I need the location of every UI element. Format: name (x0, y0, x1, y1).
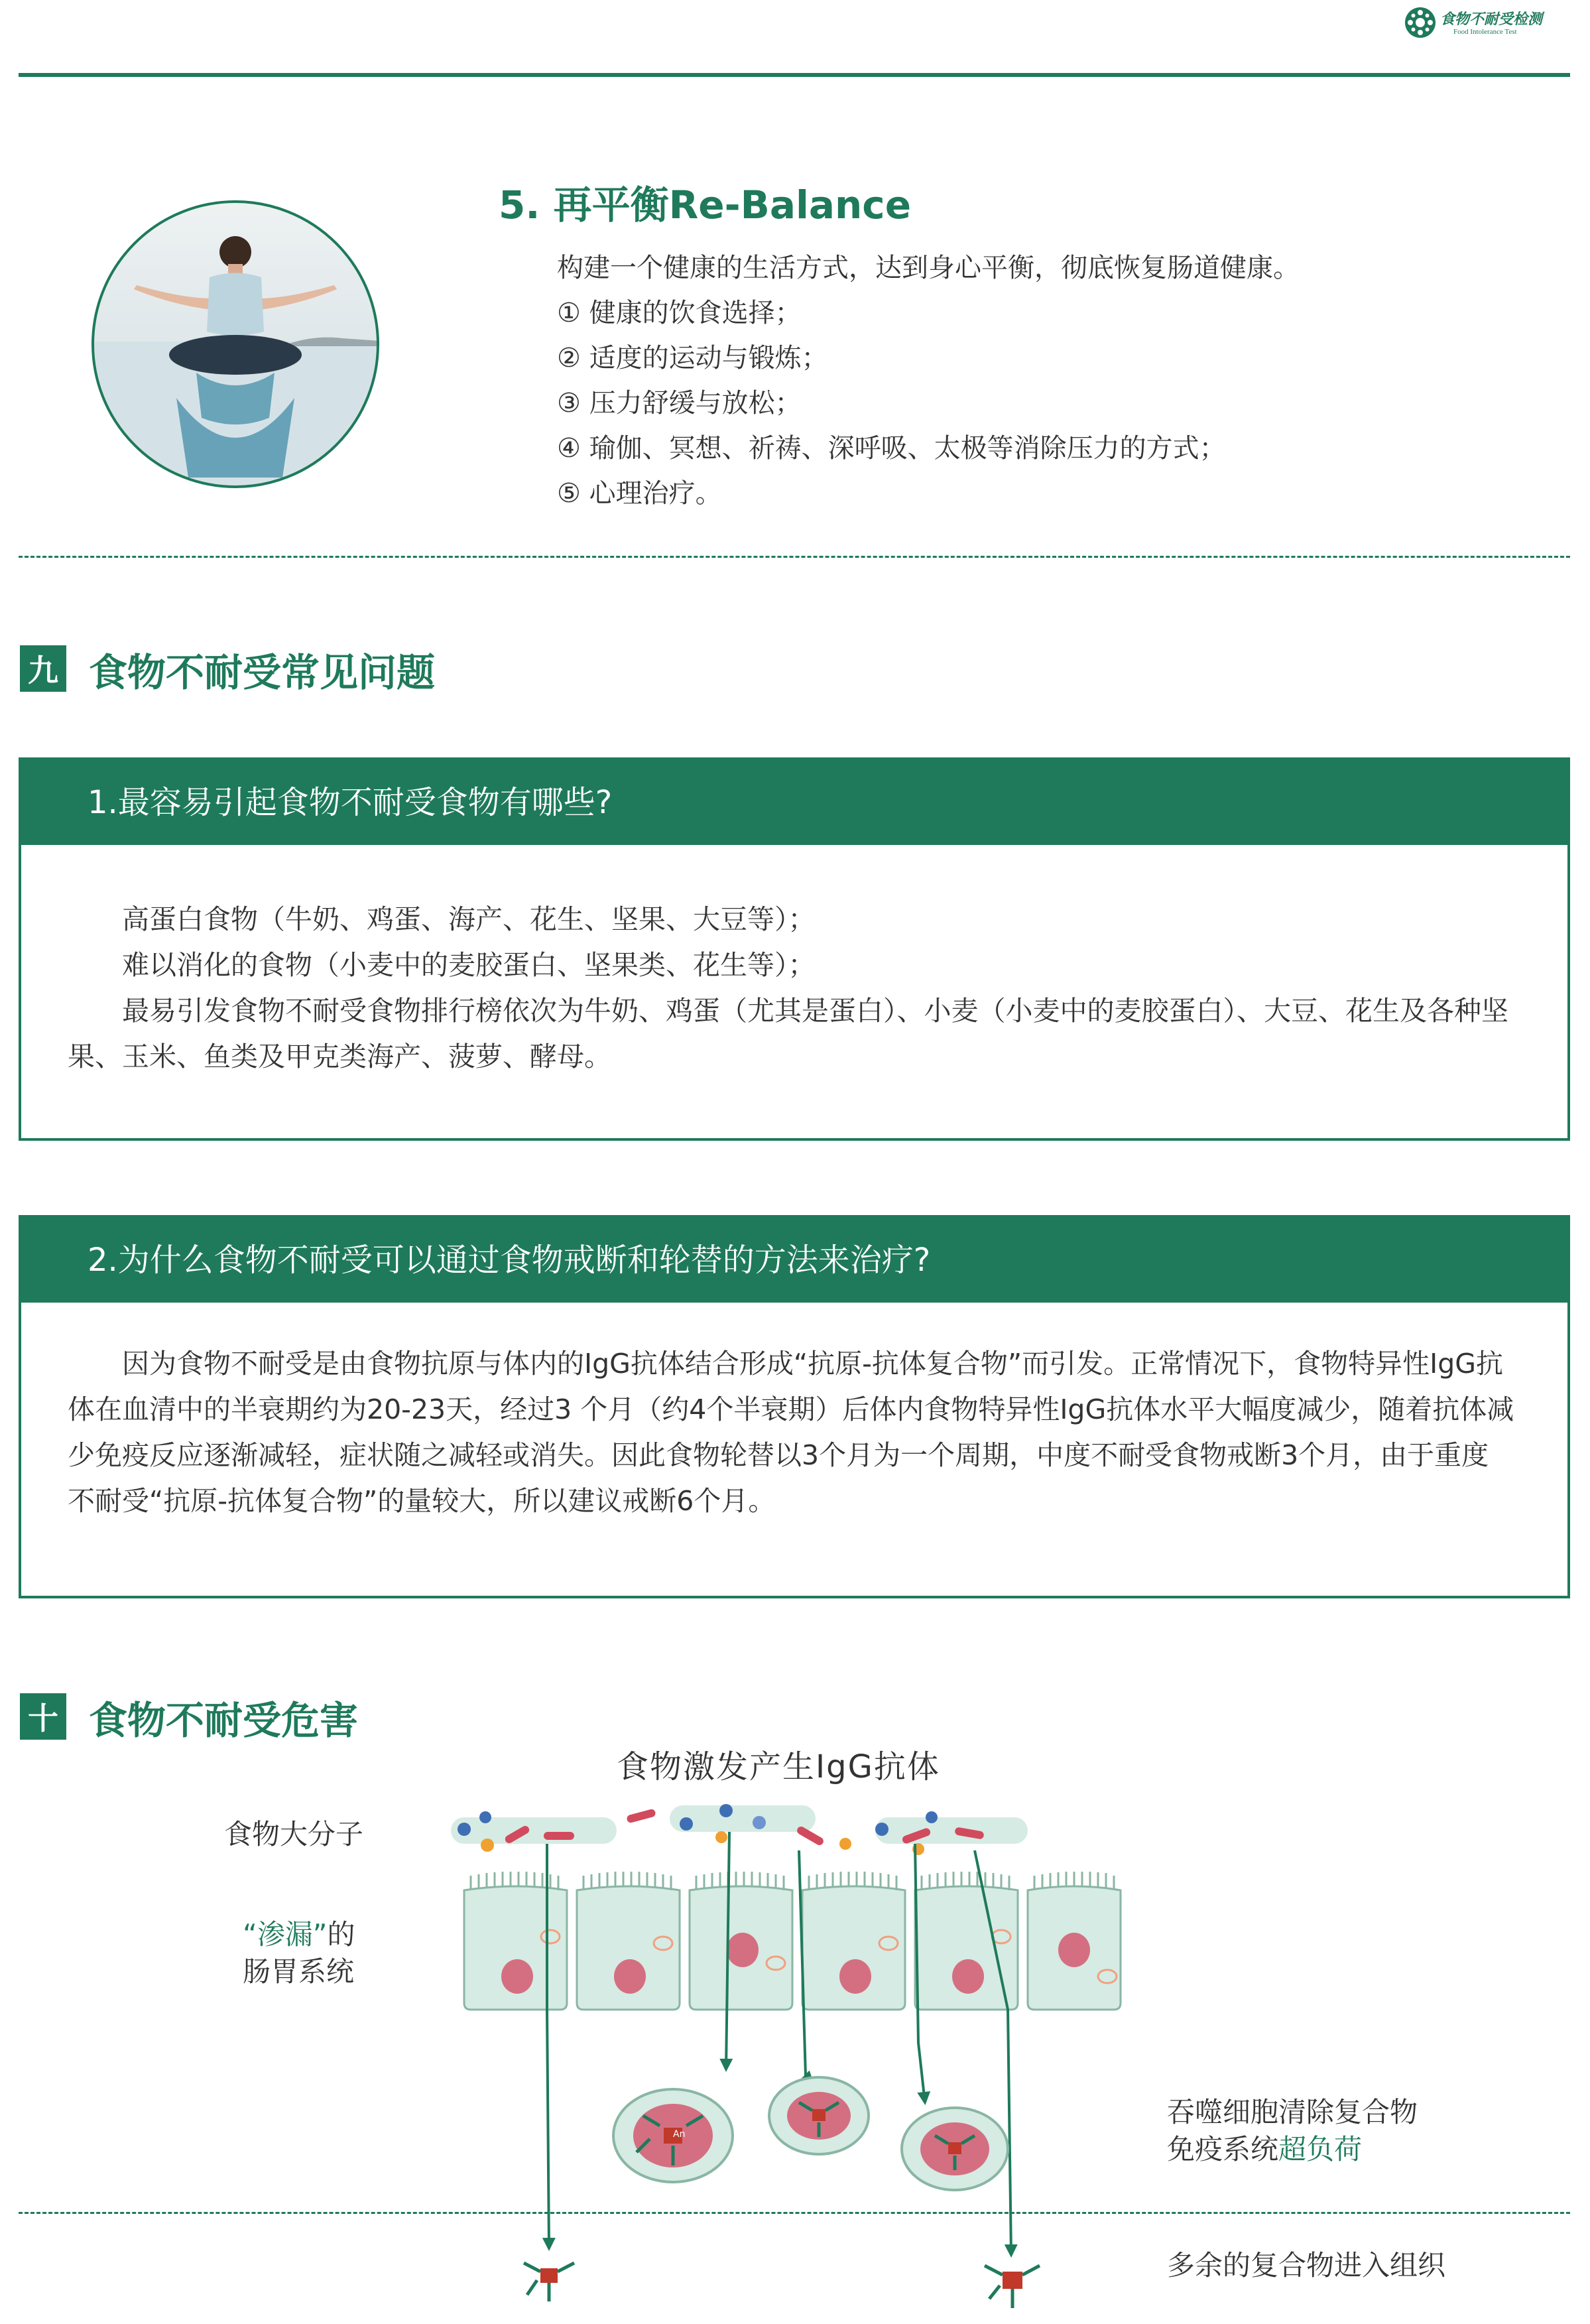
rebalance-item: ① 健康的饮食选择； (557, 298, 802, 328)
faq-question: 1.最容易引起食物不耐受食物有哪些? (21, 760, 1567, 845)
faq-answer-paragraph: 高蛋白食物（牛奶、鸡蛋、海产、花生、坚果、大豆等）； (122, 903, 816, 935)
faq-answer-paragraph: 难以消化的食物（小麦中的麦胶蛋白、坚果类、花生等）； (122, 949, 816, 981)
brand-logo (1404, 7, 1570, 38)
label-leaky-suffix: 的 (327, 1918, 355, 1951)
logo-chinese-text: 食物不耐受检测 (1440, 11, 1543, 28)
epithelial-cells (464, 1872, 1121, 2010)
label-immune-prefix: 免疫系统 (1167, 2133, 1279, 2165)
label-leaky-quote: “渗漏” (243, 1918, 328, 1951)
section-number-badge: 十 (20, 1693, 66, 1740)
label-macrophage: 吞噬细胞清除复合物 (1167, 2096, 1418, 2128)
mucus-layer (875, 1817, 1028, 1844)
faq-answer (21, 845, 1567, 1080)
section-title: 食物不耐受危害 (89, 1698, 359, 1743)
tissue-immune-complexes (524, 2263, 1040, 2308)
mucus-layer (451, 1817, 617, 1844)
rebalance-item: ② 适度的运动与锻炼； (557, 343, 828, 373)
rebalance-item: ⑤ 心理治疗。 (557, 478, 722, 509)
diagram-title: 食物激发产生IgG抗体 (617, 1748, 940, 1785)
faq-answer-paragraph: 因为食物不耐受是由食物抗原与体内的IgG抗体结合形成“抗原-抗体复合物”而引发。正常情况下，食物特异性IgG抗体在血清中的半衰期约为20-23天，经过3 个月（约4个半衰期）后体内食物特异性IgG抗体水平大幅度减少，随着抗体减少免疫反应逐渐减轻，症状随之减轻或消失。因此食物轮替以3个月为一个周期，中度不耐受食物戒断3个月，由于重度不耐受“抗原-抗体复合物”的量较大，所以建议戒断6个月。 (68, 1348, 1514, 1517)
label-immune-highlight: 超负荷 (1278, 2133, 1363, 2165)
tissue-boundary-line (19, 2212, 1570, 2214)
faq-card (19, 1215, 1570, 1598)
gut-barrier-diagram (424, 1791, 1154, 2321)
rebalance-title: 5. 再平衡Re-Balance (499, 182, 912, 227)
label-leaky (243, 1913, 355, 1953)
label-food-macromolecules: 食物大分子 (224, 1818, 364, 1850)
logo-english-text: Food Intolerance Test (1453, 28, 1517, 36)
section-divider (19, 556, 1570, 558)
rebalance-item: ④ 瑜伽、冥想、祈祷、深呼吸、太极等消除压力的方式； (557, 433, 1226, 464)
label-excess-complex: 多余的复合物进入组织 (1167, 2249, 1446, 2282)
faq-card (19, 757, 1570, 1141)
faq-answer (21, 1303, 1567, 1524)
faq-answer-paragraph: 最易引发食物不耐受食物排行榜依次为牛奶、鸡蛋（尤其是蛋白）、小麦（小麦中的麦胶蛋白）、大豆、花生及各种坚果、玉米、鱼类及甲克类海产、菠萝、酵母。 (68, 995, 1508, 1072)
label-gut-system: 肠胃系统 (243, 1955, 355, 1988)
section-number-badge: 九 (20, 645, 66, 692)
label-immune-overload (1167, 2128, 1362, 2167)
header-divider (19, 73, 1570, 77)
complex-tag: An (673, 2129, 686, 2140)
logo-emblem-icon (1404, 7, 1436, 38)
rebalance-item: ③ 压力舒缓与放松； (557, 388, 802, 419)
faq-question: 2.为什么食物不耐受可以通过食物戒断和轮替的方法来治疗? (21, 1218, 1567, 1303)
yoga-photo (90, 199, 381, 489)
section-title: 食物不耐受常见问题 (89, 650, 436, 695)
rebalance-intro: 构建一个健康的生活方式，达到身心平衡，彻底恢复肠道健康。 (557, 253, 1300, 283)
